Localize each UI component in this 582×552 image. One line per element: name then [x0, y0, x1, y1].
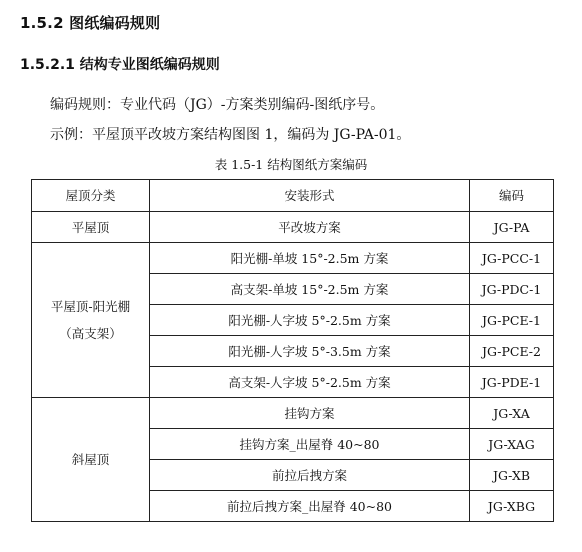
table-row — [32, 243, 554, 274]
category-line: （高支架） — [59, 326, 122, 341]
install-form-cell: 高支架-单坡 15°-2.5m 方案 — [150, 274, 470, 305]
table-row — [32, 212, 554, 243]
install-form-cell: 高支架-人字坡 5°-2.5m 方案 — [150, 367, 470, 398]
rule-paragraph: 编码规则：专业代码（JG）-方案类别编码-图纸序号。 — [50, 97, 385, 113]
category-cell: 平屋顶 — [32, 212, 150, 243]
table-row — [32, 398, 554, 429]
table-caption: 表 1.5-1 结构图纸方案编码 — [214, 157, 368, 172]
code-cell: JG-PDE-1 — [470, 367, 554, 398]
install-form-cell: 挂钩方案 — [150, 398, 470, 429]
install-form-cell: 前拉后拽方案_出屋脊 40~80 — [150, 491, 470, 522]
install-form-cell: 阳光棚-人字坡 5°-3.5m 方案 — [150, 336, 470, 367]
install-form-cell: 挂钩方案_出屋脊 40~80 — [150, 429, 470, 460]
section-heading: 1.5.2 图纸编码规则 — [20, 14, 161, 32]
code-cell: JG-XB — [470, 460, 554, 491]
category-cell — [32, 243, 150, 398]
code-cell: JG-PDC-1 — [470, 274, 554, 305]
code-cell: JG-XAG — [470, 429, 554, 460]
code-cell: JG-PA — [470, 212, 554, 243]
example-paragraph: 示例：平屋顶平改坡方案结构图图 1，编码为 JG-PA-01。 — [50, 127, 411, 143]
code-cell: JG-PCE-2 — [470, 336, 554, 367]
header-install-form: 安装形式 — [150, 180, 470, 212]
code-cell: JG-XA — [470, 398, 554, 429]
install-form-cell: 阳光棚-单坡 15°-2.5m 方案 — [150, 243, 470, 274]
table-header-row — [32, 180, 554, 212]
code-cell: JG-XBG — [470, 491, 554, 522]
subsection-heading: 1.5.2.1 结构专业图纸编码规则 — [20, 57, 220, 73]
header-roof-category: 屋顶分类 — [32, 180, 150, 212]
category-line: 平屋顶-阳光棚 — [50, 299, 131, 314]
code-cell: JG-PCC-1 — [470, 243, 554, 274]
header-code: 编码 — [470, 180, 554, 212]
install-form-cell: 平改坡方案 — [150, 212, 470, 243]
install-form-cell: 前拉后拽方案 — [150, 460, 470, 491]
code-cell: JG-PCE-1 — [470, 305, 554, 336]
install-form-cell: 阳光棚-人字坡 5°-2.5m 方案 — [150, 305, 470, 336]
coding-table — [31, 179, 554, 522]
category-cell: 斜屋顶 — [32, 398, 150, 522]
